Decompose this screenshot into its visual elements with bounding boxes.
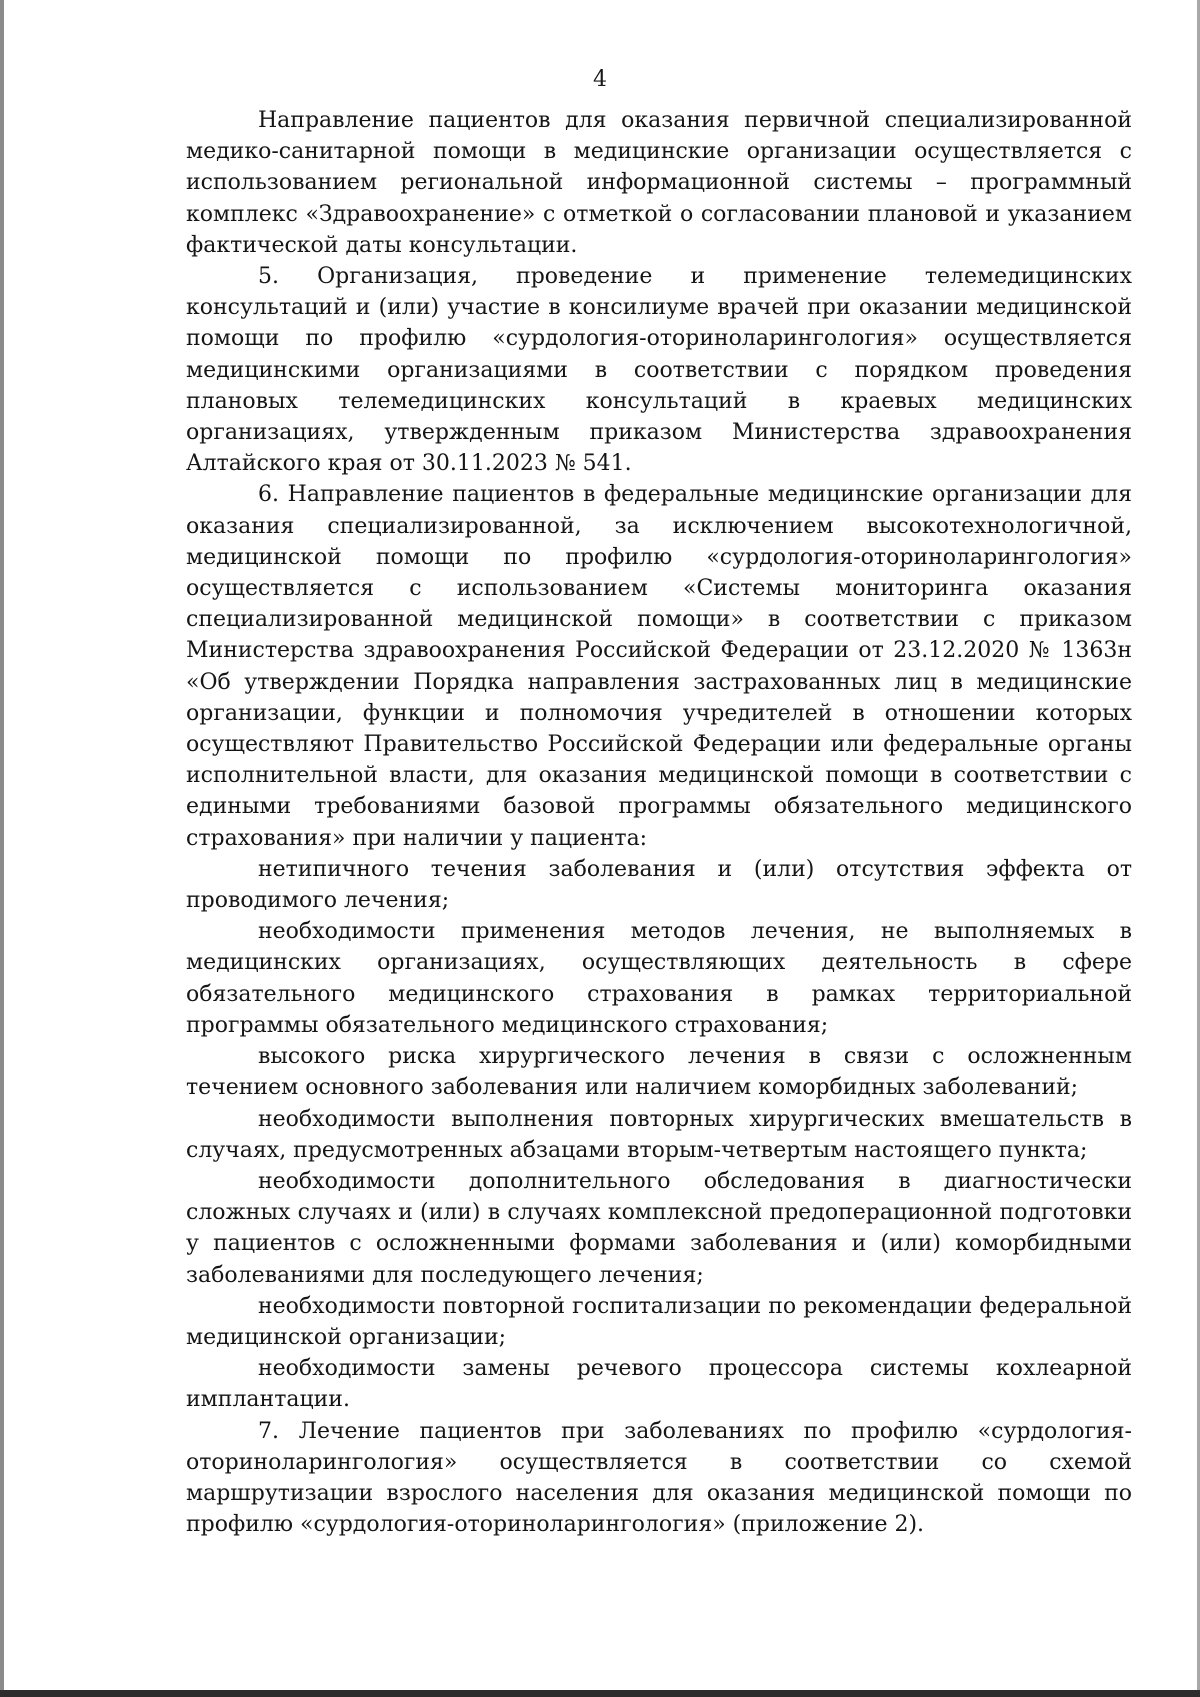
page-number: 4 [593, 67, 607, 92]
paragraph-condition-atypical-course: нетипичного течения заболевания и (или) отсутствия эффекта от проводимого лечения; [186, 856, 1132, 914]
page-left-edge [0, 0, 4, 1697]
paragraph-condition-repeat-hospitalization: необходимости повторной госпитализации по рекомендации федеральной медицинской организации; [186, 1293, 1132, 1350]
paragraph-condition-repeat-surgery: необходимости выполнения повторных хирургических вмешательств в случаях, предусмотренных абзацами вторым-четвертым настоящего пункта; [186, 1106, 1132, 1163]
paragraph-condition-surgical-risk: высокого риска хирургического лечения в связи с осложненным течением основного заболевания или наличием коморбидных заболеваний; [186, 1044, 1132, 1101]
page-bottom-edge [0, 1690, 1200, 1697]
paragraph-referral-primary-care: Направление пациентов для оказания первичной специализированной медико-санитарной помощи в медицинские организации осуществляется с использованием региональной информационной системы – программный комплекс «Здравоохранение» с отметкой о согласовании плановой и указанием фактической даты консультации. [186, 108, 1132, 258]
paragraph-condition-treatment-methods: необходимости применения методов лечения, не выполняемых в медицинских организациях, осуществляющих деятельность в сфере обязательного медицинского страхования в рамках территориальной программы обязательного медицинского страхования; [186, 919, 1132, 1038]
paragraph-condition-additional-examination: необходимости дополнительного обследования в диагностически сложных случаях и (или) в случаях комплексной предоперационной подготовки у пациентов с осложненными формами заболевания и (или) коморбидными заболеваниями для последующего лечения; [186, 1168, 1132, 1288]
paragraph-item-5-telemedicine: 5. Организация, проведение и применение телемедицинских консультаций и (или) участие в консилиуме врачей при оказании медицинской помощи по профилю «сурдология-оториноларингология» осуществляется медицинскими организациями в соответствии с порядком проведения плановых телемедицинских консультаций в краевых медицинских организациях, утвержденным приказом Министерства здравоохранения Алтайского края от 30.11.2023 № 541. [186, 264, 1132, 477]
paragraph-item-6-federal-referral: 6. Направление пациентов в федеральные медицинские организации для оказания специализированной, за исключением высокотехнологичной, медицинской помощи по профилю «сурдология-оториноларингология» осуществляется с использованием «Системы мониторинга оказания специализированной медицинской помощи» в соответствии с приказом Министерства здравоохранения Российской Федерации от 23.12.2020 № 1363н «Об утверждении Порядка направления застрахованных лиц в медицинские организации, функции и полномочия учредителей в отношении которых осуществляют Правительство Российской Федерации или федеральные органы исполнительной власти, для оказания медицинской помощи в соответствии с едиными требованиями базовой программы обязательного медицинского страхования» при наличии у пациента: [186, 482, 1132, 851]
document-body [186, 105, 1132, 1540]
paragraph-condition-processor-replacement: необходимости замены речевого процессора системы кохлеарной имплантации. [186, 1356, 1132, 1413]
paragraph-item-7-treatment: 7. Лечение пациентов при заболеваниях по профилю «сурдология-оториноларингология» осуществляется в соответствии со схемой маршрутизации взрослого населения для оказания медицинской помощи по профилю «сурдология-оториноларингология» (приложение 2). [186, 1418, 1132, 1538]
